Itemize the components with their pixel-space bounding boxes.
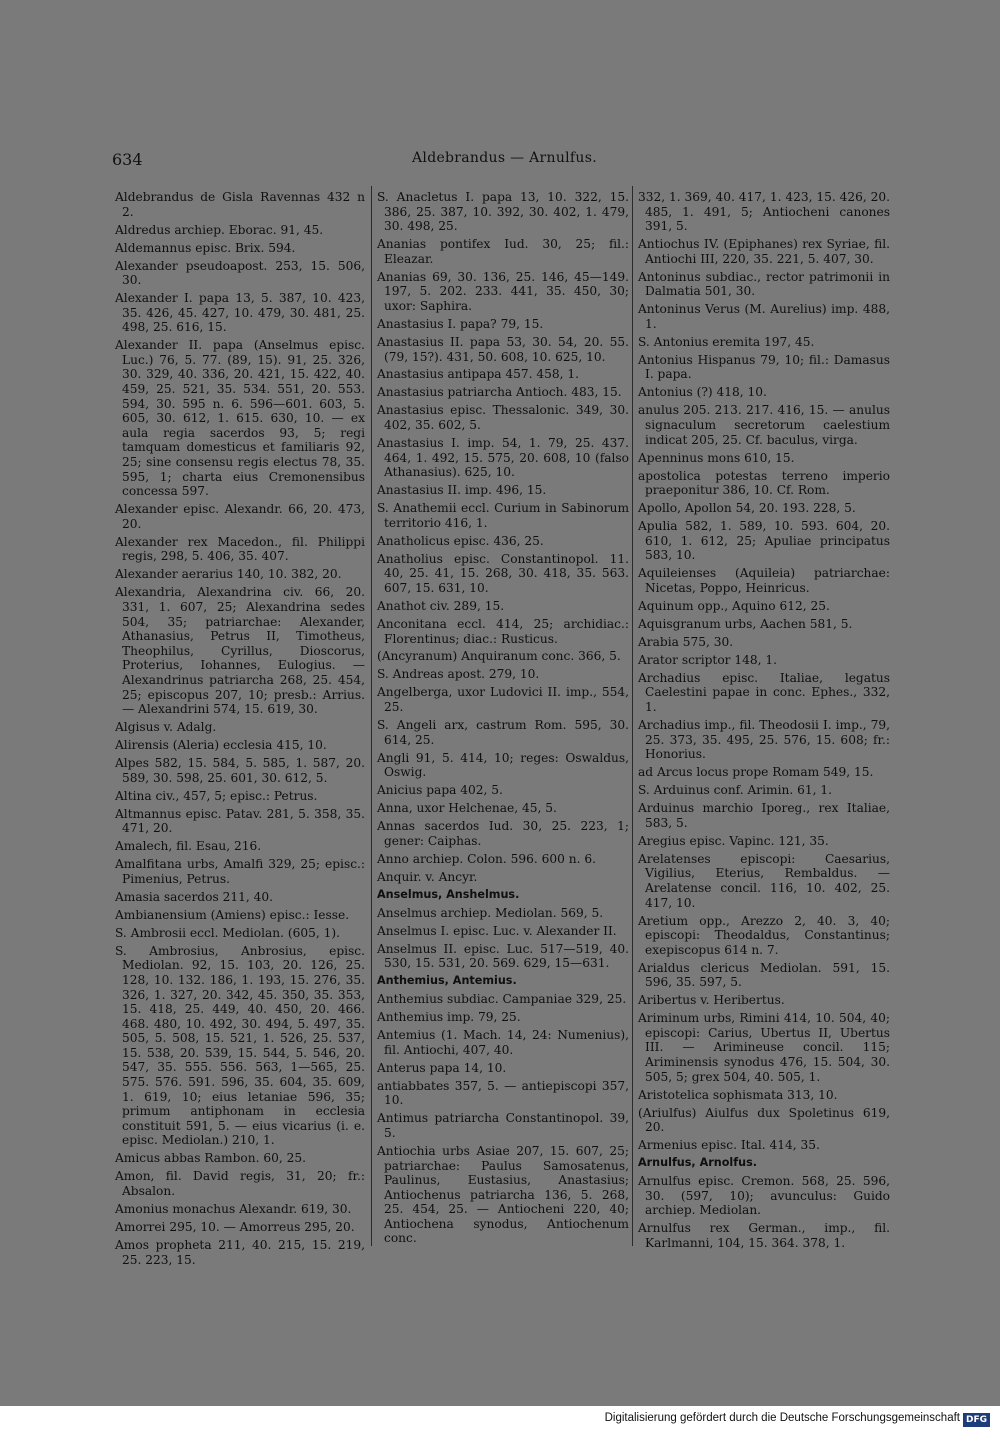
index-entry: Apenninus mons 610, 15. [638,450,795,465]
index-entry: Antonius (?) 418, 10. [638,385,767,400]
index-entry: Alexander pseudoapost. 253, 15. 506, 30. [115,258,365,288]
index-entry: Alexander episc. Alexandr. 66, 20. 473, 20. [115,502,365,531]
index-entry: Alpes 582, 15. 584, 5. 585, 1. 587, 20. 589, 30. 598, 25. 601, 30. 612, 5. [115,756,365,785]
index-entry: Aristotelica sophismata 313, 10. [638,1087,838,1102]
index-entry: Ariminum urbs, Rimini 414, 10. 504, 40; episcopi: Carius, Ubertus II, Ubertus III. — Arimineuse concil. 115; Ariminensis synodus 476, 15. 504, 30. 505, 5; grex 504, 40. 505, 1. [638,1011,890,1084]
index-entry: Anquir. v. Ancyr. [377,869,478,884]
index-entry: (Ariulfus) Aiulfus dux Spoletinus 619, 20. [638,1105,890,1135]
index-entry: Alexander rex Macedon., fil. Philippi regis, 298, 5. 406, 35. 407. [115,534,365,564]
index-entry: Anatholius episc. Constantinopol. 11. 40, 25. 41, 15. 268, 30. 418, 35. 563. 607, 15. 631, 10. [377,551,629,595]
page-header [112,150,902,174]
index-entry: Anastasius antipapa 457. 458, 1. [377,367,580,382]
index-entry: S. Antonius eremita 197, 45. [638,334,815,349]
index-entry: Arnulfus rex German., imp., fil. Karlmanni, 104, 15. 364. 378, 1. [638,1221,890,1250]
index-entry: Ananias pontifex Iud. 30, 25; fil.: Eleazar. [377,237,629,266]
index-entry: Anastasius episc. Thessalonic. 349, 30. 402, 35. 602, 5. [377,403,629,433]
index-entry: Antiochus IV. (Epiphanes) rex Syriae, fil. Antiochi III, 220, 35. 221, 5. 407, 30. [638,237,890,266]
index-entry: Aldredus archiep. Eborac. 91, 45. [115,222,324,237]
index-entry: Anastasius II. imp. 496, 15. [377,483,547,498]
index-entry: Aquinum opp., Aquino 612, 25. [638,598,830,613]
index-entry: Anselmus I. episc. Luc. v. Alexander II. [377,923,617,938]
index-entry: Anatholicus episc. 436, 25. [377,533,544,548]
index-entry: Armenius episc. Ital. 414, 35. [638,1138,820,1153]
index-entry: Anterus papa 14, 10. [377,1060,507,1075]
index-entry: Amalech, fil. Esau, 216. [115,839,262,854]
footer-bar [0,1406,1000,1434]
index-heading: Anselmus, Anshelmus. [377,887,520,901]
index-entry: Alexandria, Alexandrina civ. 66, 20. 331, 1. 607, 25; Alexandrina sedes 504, 35; patriarchae: Alexander, Athanasius, Petrus II, Timotheus, Theophilus, Cyrillus, Dioscorus, Proterius, Iohannes, Eulogius. — Alexandrinus patriarcha 268, 25. 454, 25; episcopus 207, 10; presb.: Arrius. — Alexandrini 574, 15. 619, 30. [115,585,365,717]
index-entry: Aretium opp., Arezzo 2, 40. 3, 40; episcopi: Theodaldus, Constantinus; exepiscopus 614 n. 7. [638,913,890,957]
index-entry: Angelberga, uxor Ludovici II. imp., 554, 25. [377,685,629,715]
index-entry: Aribertus v. Heribertus. [638,993,785,1008]
index-entry: Aregius episc. Vapinc. 121, 35. [638,833,829,848]
index-entry: Aquisgranum urbs, Aachen 581, 5. [638,616,853,631]
index-entry: Antoninus Verus (M. Aurelius) imp. 488, 1. [638,302,890,331]
index-entry: Antimus patriarcha Constantinopol. 39, 5. [377,1111,629,1140]
index-entry: ad Arcus locus prope Romam 549, 15. [638,765,874,780]
index-entry: apostolica potestas terreno imperio praeponitur 386, 10. Cf. Rom. [638,468,890,498]
page-number: 634 [112,150,143,169]
index-heading: Anthemius, Antemius. [377,974,517,988]
index-column-3 [638,190,890,1254]
index-entry: Anthemius subdiac. Campaniae 329, 25. [377,992,627,1007]
index-entry: Ambianensium (Amiens) episc.: Iesse. [115,907,350,922]
index-entry: S. Anacletus I. papa 13, 10. 322, 15. 386, 25. 387, 10. 392, 30. 402, 1. 479, 30. 498, 25. [377,190,629,234]
index-entry: Aquileienses (Aquileia) patriarchae: Nicetas, Poppo, Heinricus. [638,566,890,595]
index-entry: Aldemannus episc. Brix. 594. [115,240,296,255]
index-entry: Ananias 69, 30. 136, 25. 146, 45—149. 197, 5. 202. 233. 441, 35. 450, 30; uxor: Saphira. [377,269,629,313]
index-entry: Algisus v. Adalg. [115,720,217,735]
index-entry: Arator scriptor 148, 1. [638,652,778,667]
index-entry: Alexander I. papa 13, 5. 387, 10. 423, 35. 426, 45. 427, 10. 479, 30. 481, 25. 498, 25. 616, 15. [115,291,365,335]
index-entry: Anselmus II. episc. Luc. 517—519, 40. 530, 15. 531, 20. 569. 629, 15—631. [377,941,629,971]
index-entry: (Ancyranum) Anquiranum conc. 366, 5. [377,649,621,664]
index-entry: Anastasius I. papa? 79, 15. [377,316,544,331]
index-entry: Altmannus episc. Patav. 281, 5. 358, 35. 471, 20. [115,806,365,836]
index-entry: Alexander aerarius 140, 10. 382, 20. [115,567,342,582]
index-entry: Aldebrandus de Gisla Ravennas 432 n 2. [115,190,365,219]
dfg-logo: DFG [963,1413,990,1427]
index-entry: Anathot civ. 289, 15. [377,598,505,613]
index-entry: Anna, uxor Helchenae, 45, 5. [377,801,557,816]
index-entry: Arelatenses episcopi: Caesarius, Vigilius, Eterius, Rembaldus. — Arelatense concil. 116, 10. 402, 25. 417, 10. [638,851,890,910]
index-entry: Amalfitana urbs, Amalfi 329, 25; episc.: Pimenius, Petrus. [115,857,365,886]
index-entry: Archadius episc. Italiae, legatus Caelestini papae in conc. Ephes., 332, 1. [638,670,890,715]
digitization-credit: Digitalisierung gefördert durch die Deutsche Forschungsgemeinschaft [604,1412,960,1424]
index-entry: Anconitana eccl. 414, 25; archidiac.: Florentinus; diac.: Rusticus. [377,616,629,646]
index-entry: Archadius imp., fil. Theodosii I. imp., 79, 25. 373, 35. 495, 25. 576, 15. 608; fr.: Honorius. [638,718,890,762]
index-entry: S. Ambrosii eccl. Mediolan. (605, 1). [115,925,341,940]
index-entry: Anastasius II. papa 53, 30. 54, 20. 55. (79, 15?). 431, 50. 608, 10. 625, 10. [377,334,629,364]
index-entry: Amonius monachus Alexandr. 619, 30. [115,1201,352,1216]
index-entry: S. Andreas apost. 279, 10. [377,667,540,682]
index-entry: S. Angeli arx, castrum Rom. 595, 30. 614, 25. [377,718,629,747]
index-entry: Amasia sacerdos 211, 40. [115,889,273,904]
index-entry: Alexander II. papa (Anselmus episc. Luc.) 76, 5. 77. (89, 15). 91, 25. 326, 30. 329, 40. 336, 20. 421, 15. 422, 40. 459, 25. 521, 35. 534. 551, 20. 553. 594, 30. 595 n. 6. 596—601. 603, 5. 605, 30. 612, 1. 615. 630, 10. — ex aula regia sacerdos 93, 5; regi tamquam domesticus et familiaris 92, 25; sine consensu regis electus 78, 35. 595, 1; charta eius Cremonensibus concessa 597. [115,338,365,499]
index-entry: antiabbates 357, 5. — antiepiscopi 357, 10. [377,1078,629,1108]
column-divider [632,186,633,1246]
index-entry: Angli 91, 5. 414, 10; reges: Oswaldus, Oswig. [377,750,629,780]
running-head: Aldebrandus — Arnulfus. [412,150,597,166]
index-entry: Antemius (1. Mach. 14, 24: Numenius), fil. Antiochi, 407, 40. [377,1028,629,1057]
index-entry: Antiochia urbs Asiae 207, 15. 607, 25; patriarchae: Paulus Samosatenus, Paulinus, Eustasius, Anastasius; Antiochenus patriarcha 136, 5. 268, 25. 454, 25. — Antiocheni 220, 40; Antiochena synodus, Antiochenum conc. [377,1143,629,1246]
index-column-1 [115,190,365,1271]
column-divider [371,186,372,1246]
index-entry: Amos propheta 211, 40. 215, 15. 219, 25. 223, 15. [115,1237,365,1267]
index-entry: Arabia 575, 30. [638,634,734,649]
index-entry: Anselmus archiep. Mediolan. 569, 5. [377,905,604,920]
index-entry: Alirensis (Aleria) ecclesia 415, 10. [115,738,327,753]
index-entry: Amon, fil. David regis, 31, 20; fr.: Absalon. [115,1169,365,1198]
index-entry: S. Arduinus conf. Arimin. 61, 1. [638,783,832,798]
index-entry: Anthemius imp. 79, 25. [377,1010,521,1025]
index-entry: Anno archiep. Colon. 596. 600 n. 6. [377,851,597,866]
index-heading: Arnulfus, Arnolfus. [638,1156,757,1170]
index-entry: Antonius Hispanus 79, 10; fil.: Damasus I. papa. [638,352,890,382]
index-entry: S. Anathemii eccl. Curium in Sabinorum territorio 416, 1. [377,501,629,530]
index-entry: Anicius papa 402, 5. [377,783,503,798]
index-entry: Amorrei 295, 10. — Amorreus 295, 20. [115,1219,355,1234]
index-entry: anulus 205. 213. 217. 416, 15. — anulus signaculum secretorum caelestium indicat 205, 25. Cf. baculus, virga. [638,403,890,447]
index-entry: Antoninus subdiac., rector patrimonii in Dalmatia 501, 30. [638,269,890,299]
index-entry: Apulia 582, 1. 589, 10. 593. 604, 20. 610, 1. 612, 25; Apuliae principatus 583, 10. [638,519,890,563]
index-entry: Amicus abbas Rambon. 60, 25. [115,1151,306,1166]
index-entry: Arnulfus episc. Cremon. 568, 25. 596, 30. (597, 10); avunculus: Guido archiep. Mediolan. [638,1174,890,1218]
index-entry: 332, 1. 369, 40. 417, 1. 423, 15. 426, 20. 485, 1. 491, 5; Antiocheni canones 391, 5. [638,190,890,234]
index-entry: S. Ambrosius, Anbrosius, episc. Mediolan. 92, 15. 103, 20. 126, 25. 128, 10. 132. 186, 1. 193, 15. 276, 35. 326, 1. 327, 20. 342, 45. 350, 35. 353, 15. 418, 25. 449, 40. 450, 20. 466. 468. 480, 10. 492, 30. 494, 5. 497, 35. 505, 5. 508, 15. 521, 1. 526, 25. 537, 15. 538, 20. 539, 15. 544, 5. 546, 20. 547, 35. 555. 556. 563, 1—565, 25. 575. 576. 591. 596, 35. 604, 35. 609, 1. 619, 10; eius letaniae 596, 35; primum antiphonam in ecclesia constituit 591, 5. — eius vicarius (i. e. episc. Mediolan.) 210, 1. [115,943,365,1148]
index-entry: Arialdus clericus Mediolan. 591, 15. 596, 35. 597, 5. [638,960,890,990]
index-entry: Arduinus marchio Iporeg., rex Italiae, 583, 5. [638,801,890,830]
index-entry: Annas sacerdos Iud. 30, 25. 223, 1; gener: Caiphas. [377,819,629,848]
index-entry: Anastasius I. imp. 54, 1. 79, 25. 437. 464, 1. 492, 15. 575, 20. 608, 10 (falso Athanasius). 625, 10. [377,436,629,480]
index-entry: Apollo, Apollon 54, 20. 193. 228, 5. [638,501,856,516]
index-entry: Altina civ., 457, 5; episc.: Petrus. [115,788,318,803]
index-entry: Anastasius patriarcha Antioch. 483, 15. [377,385,622,400]
index-column-2 [377,190,629,1249]
